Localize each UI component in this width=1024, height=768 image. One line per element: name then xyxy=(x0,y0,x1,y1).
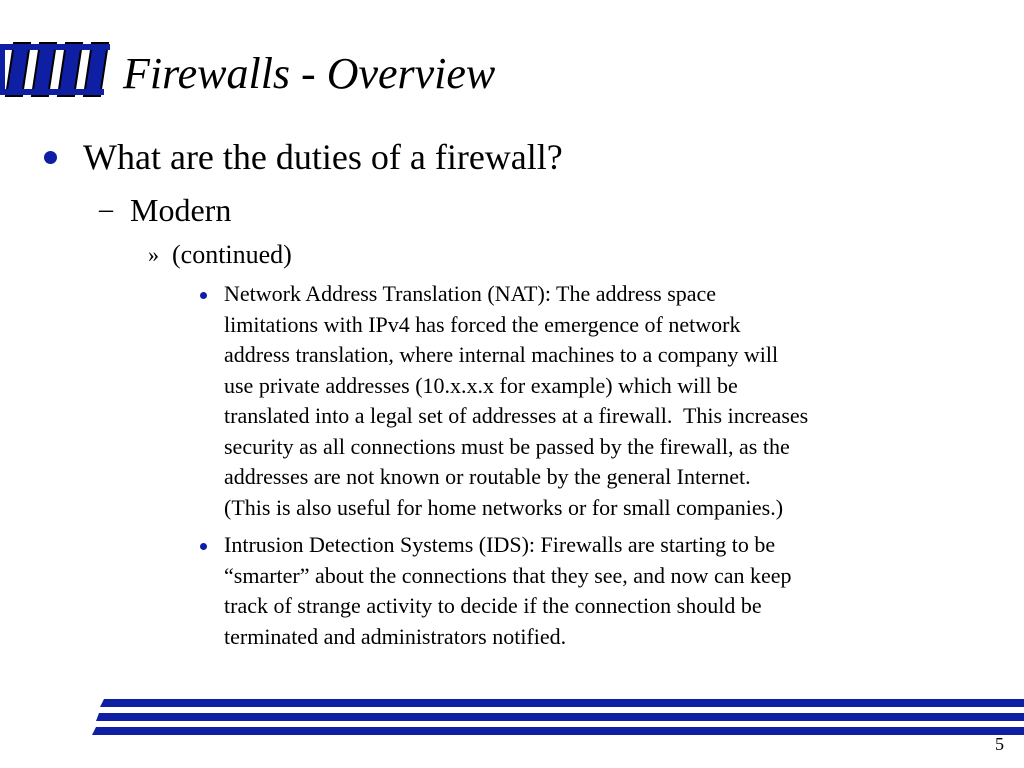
blue-bars-logo-icon xyxy=(0,40,112,100)
nat-line: Network Address Translation (NAT): The address space xyxy=(224,281,717,306)
page-number: 5 xyxy=(995,734,1004,754)
level3-marker: » xyxy=(148,242,159,267)
nat-line: (This is also useful for home networks or for small companies.) xyxy=(224,494,784,520)
page-title: Firewalls - Overview xyxy=(123,49,496,98)
level2-text: Modern xyxy=(130,192,232,228)
nat-line: security as all connections must be passed by the firewall, as the xyxy=(224,433,790,459)
ids-line: “smarter” about the connections that they see, and now can keep xyxy=(224,562,792,588)
ids-line: track of strange activity to decide if the connection should be xyxy=(224,593,762,618)
nat-bullet-icon xyxy=(200,292,207,299)
ids-line: Intrusion Detection Systems (IDS): Firewalls are starting to be xyxy=(224,532,776,557)
footer-stripes xyxy=(0,696,1024,738)
nat-line: translated into a legal set of addresses at a firewall. This increases xyxy=(224,403,809,428)
nat-line: limitations with IPv4 has forced the emergence of network xyxy=(224,311,741,337)
nat-line: use private addresses (10.x.x.x for example) which will be xyxy=(224,372,738,398)
nat-line: address translation, where internal machines to a company will xyxy=(224,342,779,367)
ids-paragraph xyxy=(224,530,984,652)
level1-bullet-icon xyxy=(44,151,57,164)
nat-paragraph xyxy=(224,279,984,523)
nat-line: addresses are not known or routable by the general Internet. xyxy=(224,464,751,489)
level1-text: What are the duties of a firewall? xyxy=(83,137,563,177)
level3-text: (continued) xyxy=(172,240,292,269)
ids-line: terminated and administrators notified. xyxy=(224,623,567,649)
ids-bullet-icon xyxy=(200,543,207,550)
level2-dash-icon: – xyxy=(99,194,113,225)
